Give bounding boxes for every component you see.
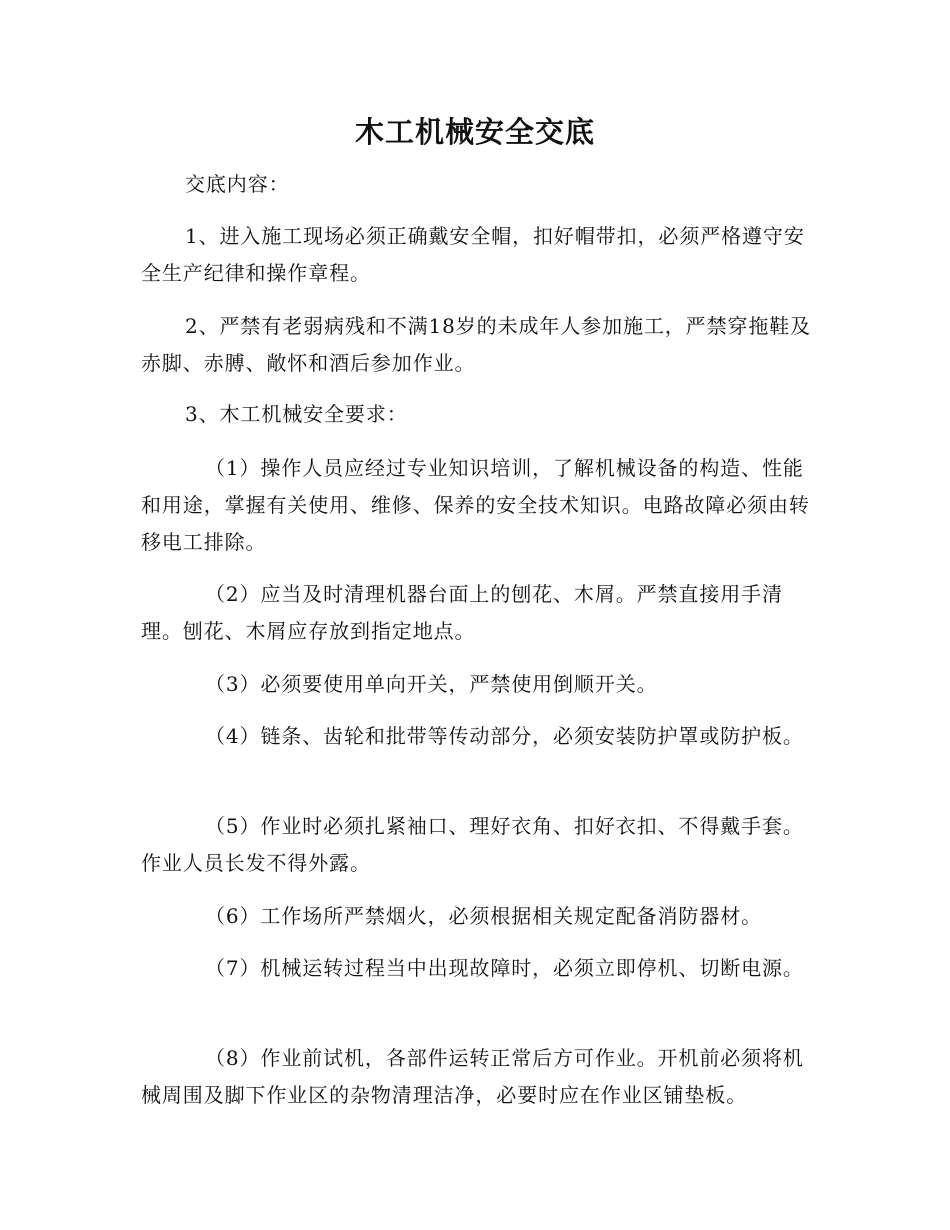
requirement-7: （7）机械运转过程当中出现故障时，必须立即停机、切断电源。 (205, 956, 804, 980)
item-2: 2、严禁有老弱病残和不满18岁的未成年人参加施工，严禁穿拖鞋及赤脚、赤膊、敞怀和酒后参加作业。 (141, 314, 812, 375)
intro-text: 交底内容： (185, 172, 290, 196)
requirement-4: （4）链条、齿轮和批带等传动部分，必须安装防护罩或防护板。 (205, 724, 804, 748)
requirement-3: （3）必须要使用单向开关，严禁使用倒顺开关。 (205, 672, 658, 696)
item-3: 3、木工机械安全要求： (185, 402, 408, 426)
requirement-1: （1）操作人员应经过专业知识培训，了解机械设备的构造、性能和用途，掌握有关使用、维修、保养的安全技术知识。电路故障必须由转移电工排除。 (141, 456, 810, 554)
item-1: 1、进入施工现场必须正确戴安全帽，扣好帽带扣，必须严格遵守安全生产纪律和操作章程。 (141, 224, 805, 285)
requirement-2: （2）应当及时清理机器台面上的刨花、木屑。严禁直接用手清理。刨花、木屑应存放到指定地点。 (141, 582, 783, 643)
document-title: 木工机械安全交底 (354, 115, 595, 149)
requirement-8: （8）作业前试机，各部件运转正常后方可作业。开机前必须将机械周围及脚下作业区的杂物清理洁净，必要时应在作业区铺垫板。 (141, 1046, 804, 1107)
requirement-5: （5）作业时必须扎紧袖口、理好衣角、扣好衣扣、不得戴手套。作业人员长发不得外露。 (141, 814, 804, 875)
requirement-6: （6）工作场所严禁烟火，必须根据相关规定配备消防器材。 (205, 904, 763, 928)
